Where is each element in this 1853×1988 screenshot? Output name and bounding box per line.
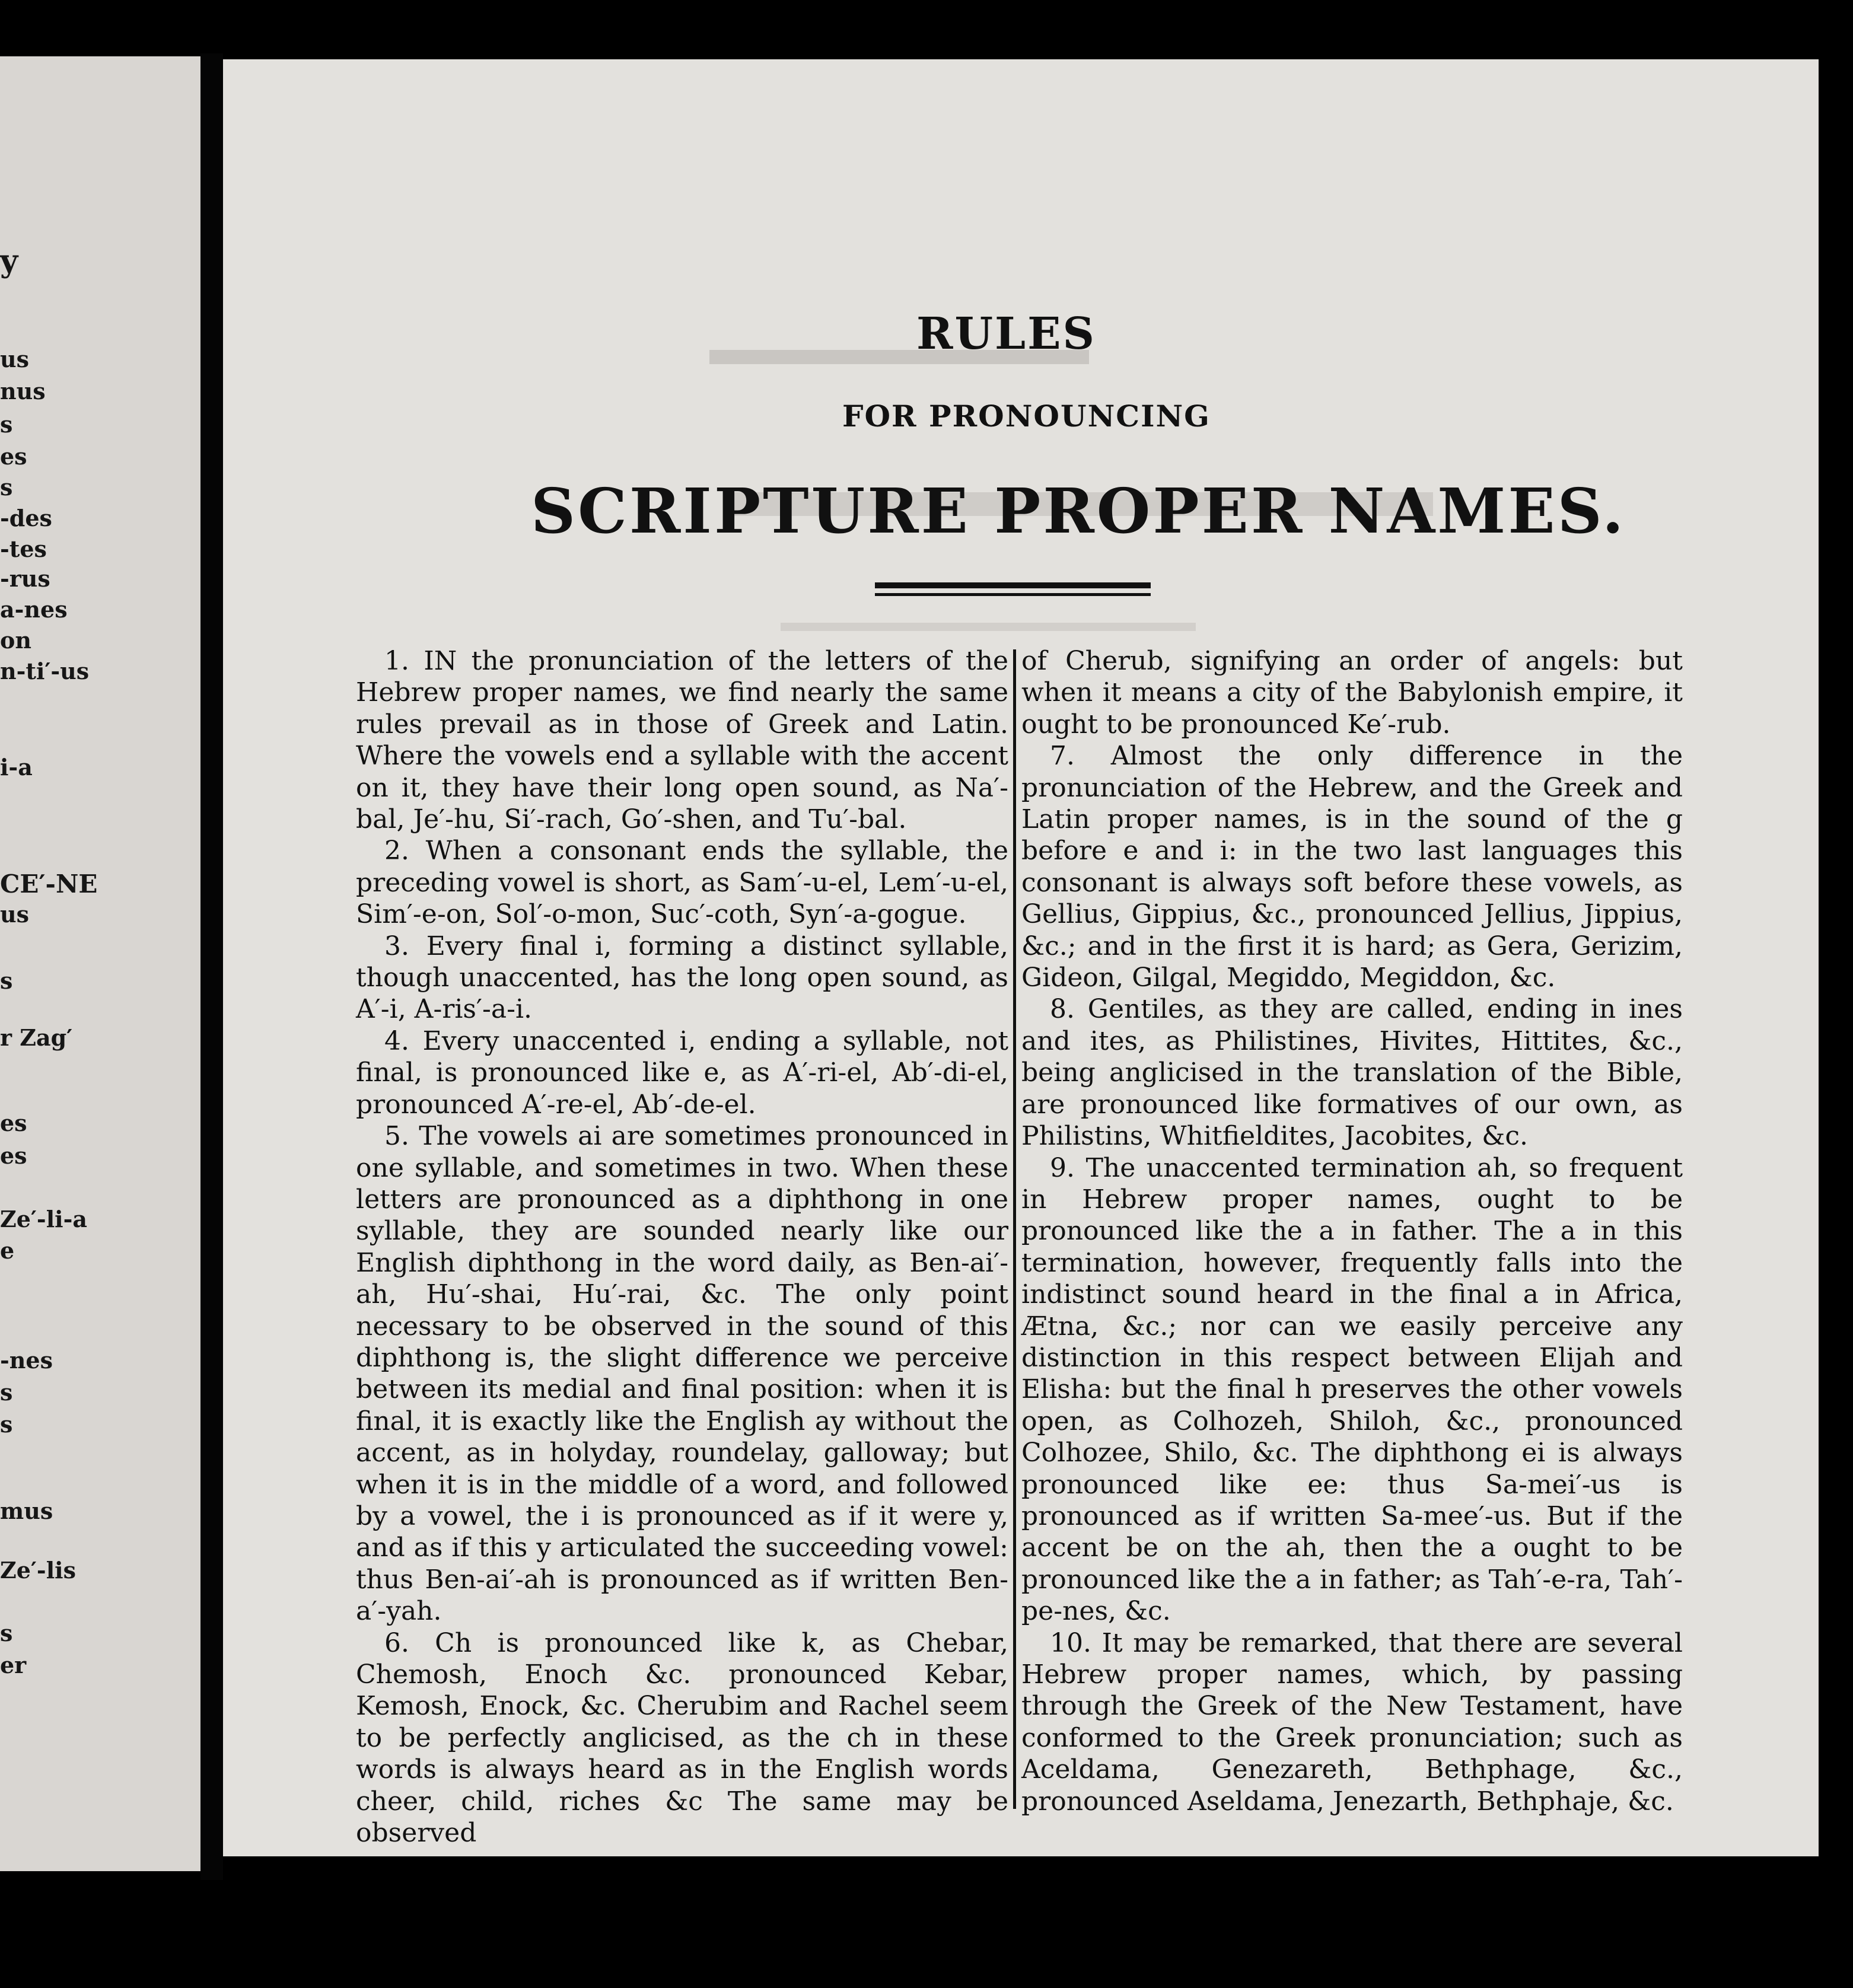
left-page-line: -rus xyxy=(0,565,50,592)
left-page-line: i-a xyxy=(0,754,33,780)
left-page-line: s xyxy=(0,1620,13,1646)
left-column xyxy=(356,645,1008,1849)
left-page-line: s xyxy=(0,1411,13,1438)
rule-paragraph-8: 8. Gentiles, as they are called, ending in ines and ites, as Philistines, Hivites, Hittites, &c., being anglicised in the translation of the Bible, are pronounced like formatives of our own, as Philistins, Whitfieldites, Jacobites, &c. xyxy=(1021,994,1683,1152)
left-page-line: CE′-NE xyxy=(0,869,98,899)
left-page-line: us xyxy=(0,346,30,372)
left-page-line: er xyxy=(0,1652,27,1678)
left-page-line: Ze′-li-a xyxy=(0,1206,87,1232)
right-column xyxy=(1021,645,1683,1817)
title-rule-thin xyxy=(875,593,1151,596)
left-page-line: -tes xyxy=(0,536,47,562)
left-page-line: mus xyxy=(0,1498,53,1524)
rule-paragraph-2: 2. When a consonant ends the syllable, the preceding vowel is short, as Sam′-u-el, Lem′-u-el, Sim′-e-on, Sol′-o-mon, Suc′-coth, Syn′-a-gogue. xyxy=(356,836,1008,930)
left-page-line: s xyxy=(0,1379,13,1406)
rule-paragraph-3: 3. Every final i, forming a distinct syllable, though unaccented, has the long open sound, as A′-i, A-ris′-a-i. xyxy=(356,931,1008,1025)
left-page-line: n-ti′-us xyxy=(0,658,90,684)
left-page-line: nus xyxy=(0,378,46,404)
left-page-line: a-nes xyxy=(0,596,68,623)
rule-paragraph-1: 1. IN the pronunciation of the letters of the Hebrew proper names, we find nearly the same rules prevail as in those of Greek and Latin. Where the vowels end a syllable with the accent on it, they have their long open sound, as Na′-bal, Je′-hu, Si′-rach, Go′-shen, and Tu′-bal. xyxy=(356,646,1008,835)
left-page-line: e xyxy=(0,1237,15,1264)
left-page-line: -nes xyxy=(0,1347,53,1374)
page-title: RULES xyxy=(916,308,1096,359)
rule-paragraph-10: 10. It may be remarked, that there are several Hebrew proper names, which, by passing through the Greek of the New Testament, have conformed to the Greek pronunciation; such as Aceldama, Genezareth, Bethphage, &c., pronounced Aseldama, Jenezarth, Bethphaje, &c. xyxy=(1021,1627,1683,1817)
left-page-line: on xyxy=(0,627,31,654)
main-heading: SCRIPTURE PROPER NAMES. xyxy=(531,474,1626,547)
left-page-line: s xyxy=(0,967,13,994)
left-page-line: es xyxy=(0,443,27,470)
left-page-line: s xyxy=(0,474,13,501)
left-page-line: Ze′-lis xyxy=(0,1557,76,1584)
rule-paragraph-4: 4. Every unaccented i, ending a syllable, not final, is pronounced like e, as A′-ri-el, Ab′-di-el, pronounced A′-re-el, Ab′-de-el. xyxy=(356,1025,1008,1120)
rule-paragraph-5: 5. The vowels ai are sometimes pronounced in one syllable, and sometimes in two. When these letters are pronounced as a diphthong in one syllable, they are sounded nearly like our English diphthong in the word daily, as Ben-ai′-ah, Hu′-shai, Hu′-rai, &c. The only point necessary to be observed in the sound of this diphthong is, the slight difference we perceive between its medial and final position: when it is final, it is exactly like the English ay without the accent, as in holyday, roundelay, galloway; but when it is in the middle of a word, and followed by a vowel, the i is pronounced as if it were y, and as if this y articulated the succeeding vowel: thus Ben-ai′-ah is pronounced as if written Ben-a′-yah. xyxy=(356,1121,1008,1627)
rule-paragraph-6-continued: of Cherub, signifying an order of angels: but when it means a city of the Babylonish empire, it ought to be pronounced Ke′-rub. xyxy=(1021,646,1683,740)
rule-paragraph-7: 7. Almost the only difference in the pronunciation of the Hebrew, and the Greek and Latin proper names, is in the sound of the g before e and i: in the two last languages this consonant is always soft before these vowels, as Gellius, Gippius, &c., pronounced Jellius, Jippius, &c.; and in the first it is hard; as Gera, Gerizim, Gideon, Gilgal, Megiddo, Megiddon, &c. xyxy=(1021,741,1683,993)
rule-paragraph-9: 9. The unaccented termination ah, so frequent in Hebrew proper names, ought to be pronounced like the a in father. The a in this termination, however, frequently falls into the indistinct sound heard in the final a in Africa, Ætna, &c.; nor can we easily perceive any distinction in this respect between Elijah and Elisha: but the final h preserves the other vowels open, as Colhozeh, Shiloh, &c., pronounced Colhozee, Shilo, &c. The diphthong ei is always pronounced like ee: thus Sa-mei′-us is pronounced as if written Sa-mee′-us. But if the accent be on the ah, then the a ought to be pronounced like the a in father; as Tah′-e-ra, Tah′-pe-nes, &c. xyxy=(1021,1152,1683,1627)
title-rule-thick xyxy=(875,582,1151,588)
page-subtitle: FOR PRONOUNCING xyxy=(842,399,1211,434)
left-page-line: s xyxy=(0,411,13,438)
column-divider xyxy=(1013,649,1016,1809)
left-page-line: y xyxy=(0,243,18,279)
left-page-line: us xyxy=(0,901,30,928)
left-page-line: -des xyxy=(0,505,52,531)
page-gutter xyxy=(200,53,223,1880)
left-page-line: es xyxy=(0,1142,27,1169)
facing-page-edge xyxy=(0,56,200,1871)
rule-paragraph-6: 6. Ch is pronounced like k, as Chebar, Chemosh, Enoch &c. pronounced Kebar, Kemosh, Enock, &c. Cherubim and Rachel seem to be perfectly anglicised, as the ch in these words is always heard as in the English words cheer, child, riches &c The same may be observed xyxy=(356,1627,1008,1849)
left-page-line: r Zag′ xyxy=(0,1024,73,1051)
left-page-line: es xyxy=(0,1110,27,1136)
